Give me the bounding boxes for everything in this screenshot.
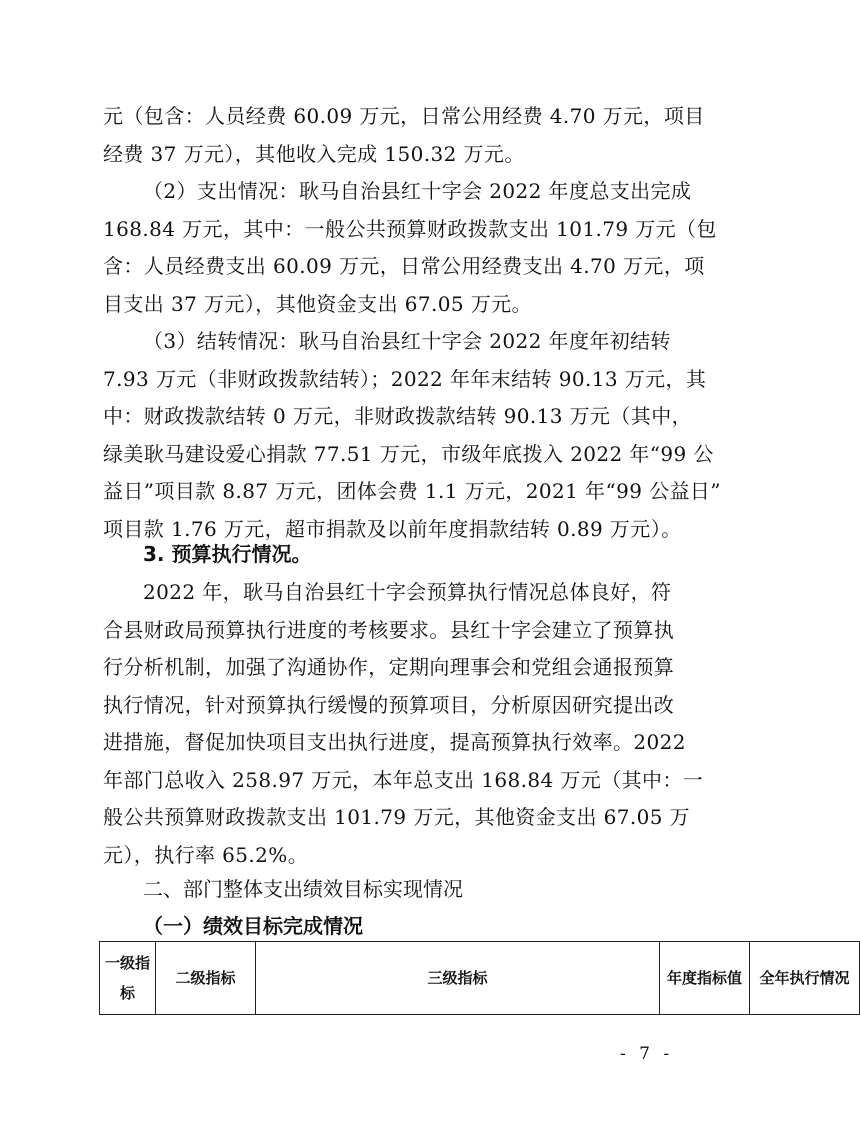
text-line: 经费 37 万元），其他收入完成 150.32 万元。 [103,141,525,166]
table-header-cell: 二级指标 [156,942,256,1015]
text-line: 绿美耿马建设爱心捐款 77.51 万元，市级年底拨入 2022 年“99 公 [103,441,714,466]
text-line: 行分析机制，加强了沟通协作，定期向理事会和党组会通报预算 [103,655,675,679]
paragraph-income-expense-carryover [103,98,721,548]
section-heading-budget-execution: 3. 预算执行情况。 [143,542,312,566]
text-line: （3）结转情况：耿马自治县红十字会 2022 年度年初结转 [143,329,671,353]
page-number: - 7 - [620,1044,674,1064]
table-header-row [100,942,860,1015]
text-line: 进措施，督促加快项目支出执行进度，提高预算执行效率。2022 [103,730,686,754]
text-line: 合县财政局预算执行进度的考核要求。县红十字会建立了预算执 [103,617,675,642]
text-line: 益日”项目款 8.87 万元，团体会费 1.1 万元，2021 年“99 公益日” [103,479,721,503]
table-header-cell: 三级指标 [256,942,660,1015]
subsection-heading-goal-completion: （一）绩效目标完成情况 [143,914,363,938]
text-line: 168.84 万元，其中：一般公共预算财政拨款支出 101.79 万元（包 [103,216,717,241]
text-line: 含：人员经费支出 60.09 万元，日常公用经费支出 4.70 万元，项 [103,254,705,278]
text-line: 元（包含：人员经费 60.09 万元，日常公用经费 4.70 万元，项目 [103,104,705,128]
text-line: 2022 年，耿马自治县红十字会预算执行情况总体良好，符 [143,580,672,604]
table-header-cell: 全年执行情况 [750,942,860,1015]
text-line: （2）支出情况：耿马自治县红十字会 2022 年度总支出完成 [143,179,692,203]
text-line: 般公共预算财政拨款支出 101.79 万元，其他资金支出 67.05 万 [103,805,691,829]
text-line: 元），执行率 65.2%。 [103,842,309,867]
text-line: 执行情况，针对预算执行缓慢的预算项目，分析原因研究提出改 [103,692,675,717]
paragraph-budget-execution [103,574,704,874]
text-line: 项目款 1.76 万元，超市捐款及以前年度捐款结转 0.89 万元）。 [103,516,682,541]
text-line: 年部门总收入 258.97 万元，本年总支出 168.84 万元（其中：一 [103,767,704,792]
table-header-cell: 年度指标值 [660,942,750,1015]
table-header-cell: 一级指标 [100,942,156,1015]
section-heading-performance-goals: 二、部门整体支出绩效目标实现情况 [143,877,463,901]
text-line: 7.93 万元（非财政拨款结转）；2022 年年末结转 90.13 万元，其 [103,366,707,391]
text-line: 目支出 37 万元），其他资金支出 67.05 万元。 [103,291,532,316]
performance-metrics-table [99,941,860,1015]
text-line: 中：财政拨款结转 0 万元，非财政拨款结转 90.13 万元（其中， [103,404,693,428]
